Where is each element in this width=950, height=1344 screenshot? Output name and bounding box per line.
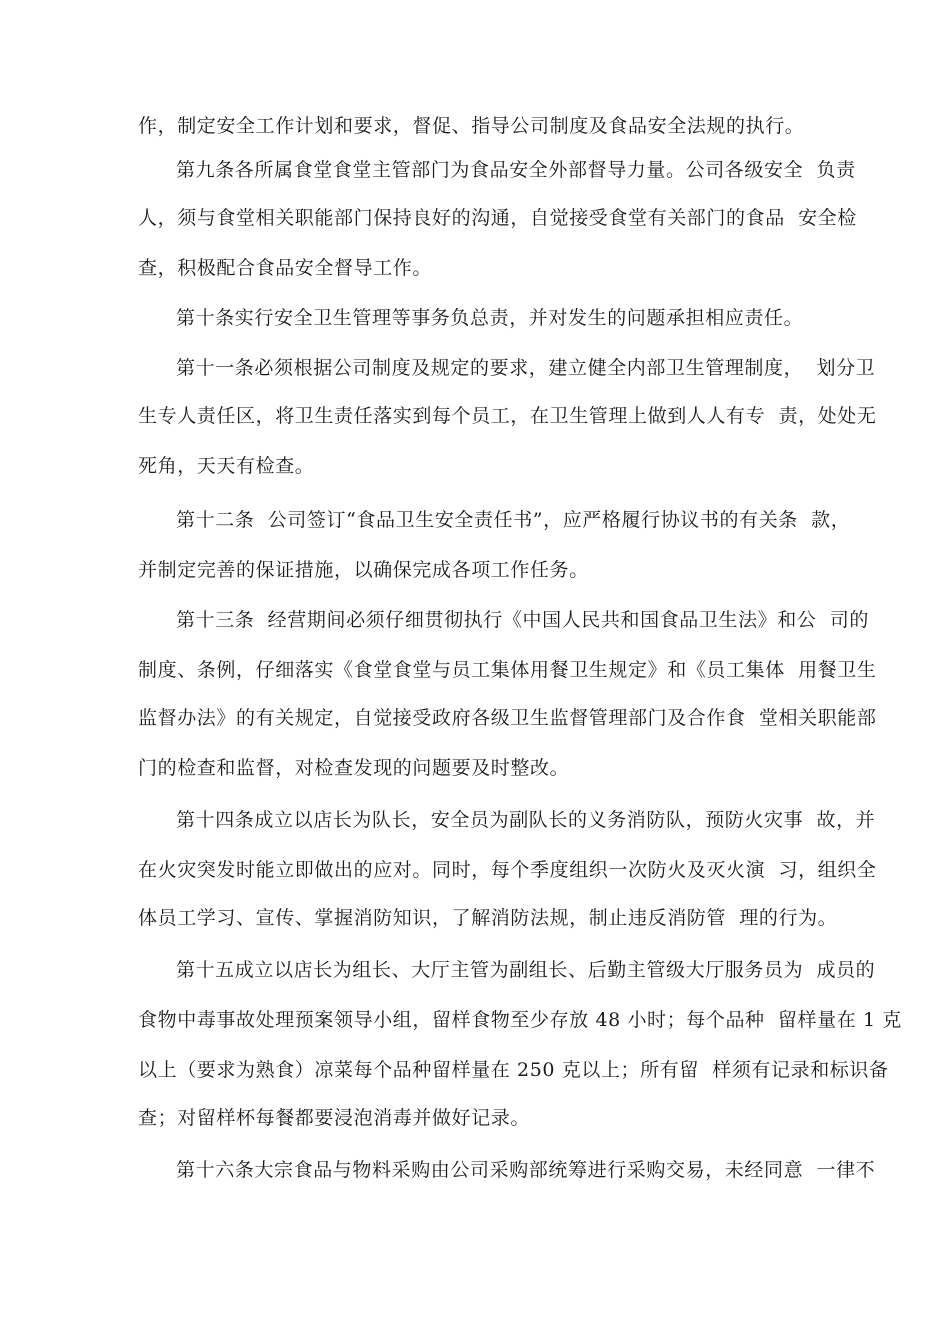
text-line: 在火灾突发时能立即做出的应对。同时，每个季度组织一次防火及灭火演 习，组织全 bbox=[138, 859, 877, 881]
article-10-line: 第十条实行安全卫生管理等事务负总责，并对发生的问题承担相应责任。 bbox=[176, 307, 804, 329]
text-line: 并制定完善的保证措施，以确保完成各项工作任务。 bbox=[138, 559, 589, 581]
text-line: 制度、条例，仔细落实《食堂食堂与员工集体用餐卫生规定》和《员工集体 用餐卫生 bbox=[138, 659, 877, 681]
text-line: 体员工学习、宣传、掌握消防知识，了解消防法规，制止违反消防管 理的行为。 bbox=[138, 907, 838, 929]
article-14-line: 第十四条成立以店长为队长，安全员为副队长的义务消防队，预防火灾事 故，并 bbox=[176, 809, 876, 831]
article-9-line: 第九条各所属食堂食堂主管部门为食品安全外部督导力量。公司各级安全 负责 bbox=[176, 159, 856, 181]
text-line: 以上（要求为熟食）凉菜每个品种留样量在 250 克以上；所有留 样须有记录和标识备 bbox=[138, 1059, 889, 1081]
text-line: 查；对留样杯每餐都要浸泡消毒并做好记录。 bbox=[138, 1107, 531, 1129]
article-15-line: 第十五成立以店长为组长、大厅主管为副组长、后勤主管级大厅服务员为 成员的 bbox=[176, 959, 876, 981]
article-11-line: 第十一条必须根据公司制度及规定的要求，建立健全内部卫生管理制度， 划分卫 bbox=[176, 357, 876, 379]
article-13-line: 第十三条 经营期间必须仔细贯彻执行《中国人民共和国食品卫生法》和公 司的 bbox=[176, 609, 869, 631]
article-16-line: 第十六条大宗食品与物料采购由公司采购部统筹进行采购交易，未经同意 一律不 bbox=[176, 1159, 876, 1181]
text-line: 人，须与食堂相关职能部门保持良好的沟通，自觉接受食堂有关部门的食品 安全检 bbox=[138, 207, 857, 229]
text-line: 作，制定安全工作计划和要求，督促、指导公司制度及食品安全法规的执行。 bbox=[138, 115, 805, 137]
text-line: 监督办法》的有关规定，自觉接受政府各级卫生监督管理部门及合作食 堂相关职能部 bbox=[138, 707, 877, 729]
text-line: 生专人责任区，将卫生责任落实到每个员工，在卫生管理上做到人人有专 责，处处无 bbox=[138, 405, 877, 427]
article-12-line: 第十二条 公司签订“食品卫生安全责任书”，应严格履行协议书的有关条 款， bbox=[176, 509, 851, 531]
text-line: 门的检查和监督，对检查发现的问题要及时整改。 bbox=[138, 757, 570, 779]
text-line: 查，积极配合食品安全督导工作。 bbox=[138, 257, 433, 279]
text-line: 食物中毒事故处理预案领导小组，留样食物至少存放 48 小时；每个品种 留样量在 1 克 bbox=[138, 1009, 902, 1031]
text-line: 死角，天天有检查。 bbox=[138, 455, 315, 477]
